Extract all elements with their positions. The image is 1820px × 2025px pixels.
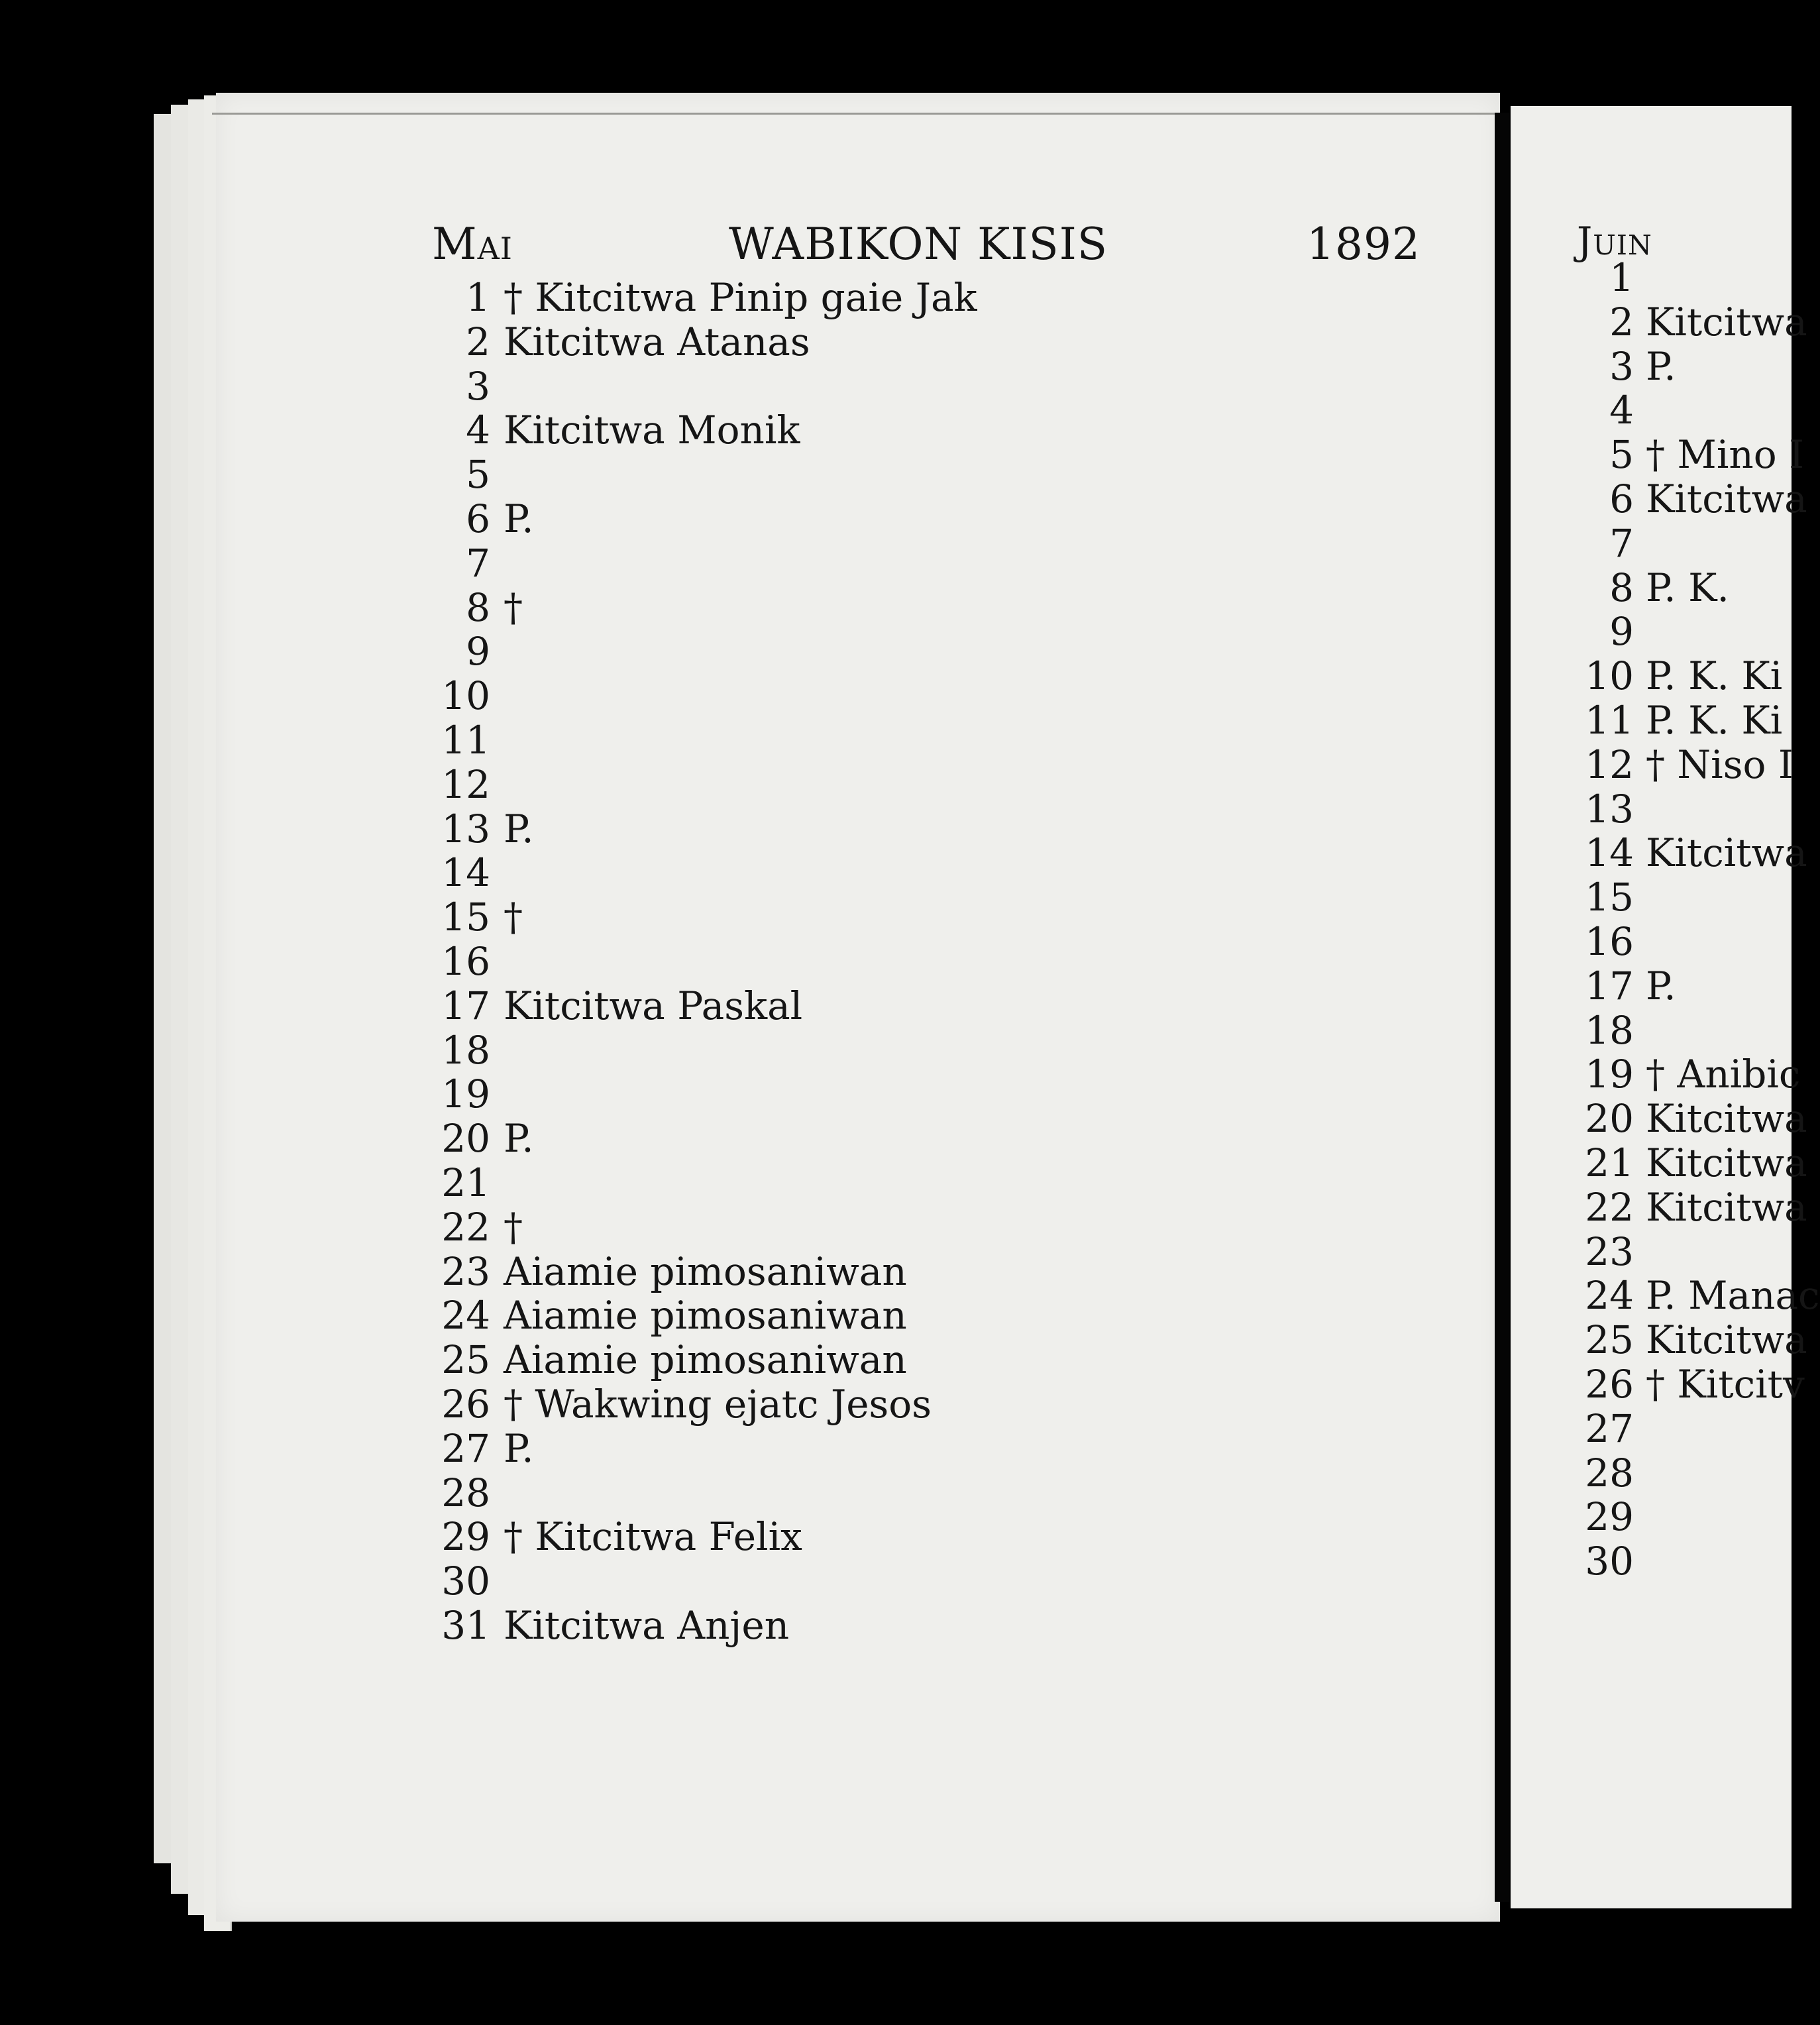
day-entry: † Kitcitwa Felix bbox=[504, 1514, 802, 1560]
calendar-row bbox=[424, 851, 1471, 895]
calendar-row bbox=[424, 718, 1471, 763]
calendar-row bbox=[424, 1161, 1471, 1205]
day-entry: † bbox=[504, 1204, 523, 1250]
day-entry: † Wakwing ejatc Jesos bbox=[504, 1381, 932, 1427]
calendar-list-left bbox=[424, 276, 1471, 1648]
day-number: 22 bbox=[441, 1204, 490, 1250]
day-number: 18 bbox=[441, 1027, 490, 1073]
calendar-row bbox=[424, 1604, 1471, 1648]
top-rule bbox=[212, 113, 1497, 115]
day-number: 7 bbox=[1609, 520, 1634, 566]
calendar-row bbox=[1570, 964, 1792, 1009]
day-entry: Kitcitwa Anjen bbox=[504, 1602, 790, 1648]
day-number: 25 bbox=[441, 1337, 490, 1383]
day-entry: † Kitcitwa Pinip gaie Jak bbox=[504, 275, 977, 320]
calendar-row bbox=[1570, 1451, 1792, 1496]
month-heading-right: Juin bbox=[1577, 219, 1652, 264]
day-number: 9 bbox=[466, 629, 490, 675]
day-number: 15 bbox=[1585, 875, 1634, 920]
day-number: 23 bbox=[1585, 1229, 1634, 1274]
day-number: 29 bbox=[441, 1514, 490, 1560]
day-entry: Aiamie pimosaniwan bbox=[504, 1248, 907, 1294]
calendar-row bbox=[424, 763, 1471, 807]
day-number: 10 bbox=[441, 673, 490, 719]
calendar-row bbox=[424, 1338, 1471, 1382]
day-number: 13 bbox=[441, 806, 490, 851]
day-entry: P. Manac bbox=[1646, 1273, 1820, 1319]
day-entry: P. K. Ki bbox=[1646, 697, 1783, 743]
calendar-row bbox=[1570, 521, 1792, 566]
day-entry: P. bbox=[504, 806, 534, 851]
calendar-row bbox=[424, 453, 1471, 497]
day-number: 11 bbox=[1585, 697, 1634, 743]
calendar-row bbox=[424, 629, 1471, 674]
calendar-row bbox=[1570, 1052, 1801, 1097]
calendar-row bbox=[1570, 432, 1804, 478]
day-number: 7 bbox=[466, 540, 490, 586]
day-number: 3 bbox=[1609, 343, 1634, 389]
calendar-row bbox=[1570, 1361, 1805, 1407]
calendar-row bbox=[1570, 830, 1807, 876]
day-number: 12 bbox=[441, 761, 490, 807]
calendar-list-right bbox=[1570, 255, 1820, 1584]
day-entry: † Niso I bbox=[1646, 741, 1793, 787]
day-number: 3 bbox=[466, 363, 490, 409]
day-number: 24 bbox=[1585, 1273, 1634, 1319]
day-number: 21 bbox=[1585, 1140, 1634, 1185]
calendar-row bbox=[1570, 654, 1792, 698]
calendar-row bbox=[424, 1072, 1471, 1117]
day-entry: Kitcitwa bbox=[1646, 299, 1807, 345]
day-number: 16 bbox=[441, 938, 490, 984]
calendar-row bbox=[424, 276, 1471, 320]
day-number: 15 bbox=[441, 895, 490, 940]
day-number: 4 bbox=[1609, 388, 1634, 433]
day-number: 16 bbox=[1585, 918, 1634, 964]
day-entry: Kitcitwa bbox=[1646, 1184, 1807, 1230]
day-number: 24 bbox=[441, 1293, 490, 1339]
day-number: 18 bbox=[1585, 1007, 1634, 1053]
calendar-row bbox=[1570, 1317, 1807, 1363]
day-number: 28 bbox=[441, 1470, 490, 1515]
calendar-row bbox=[1570, 1539, 1792, 1584]
day-entry: Kitcitwa bbox=[1646, 830, 1807, 876]
calendar-row bbox=[424, 541, 1471, 586]
day-number: 2 bbox=[1609, 299, 1634, 345]
day-entry: † bbox=[504, 895, 523, 940]
calendar-row bbox=[424, 1028, 1471, 1073]
calendar-row bbox=[424, 497, 1471, 541]
day-entry: P. K. bbox=[1646, 565, 1729, 610]
day-number: 10 bbox=[1585, 653, 1634, 699]
calendar-row bbox=[424, 408, 1471, 453]
day-number: 21 bbox=[441, 1160, 490, 1205]
calendar-row bbox=[424, 807, 1471, 851]
calendar-row bbox=[424, 1559, 1471, 1604]
calendar-row bbox=[424, 984, 1471, 1028]
day-number: 26 bbox=[1585, 1361, 1634, 1407]
day-number: 6 bbox=[466, 496, 490, 541]
page-title: WABIKON KISIS bbox=[729, 219, 1108, 270]
day-number: 25 bbox=[1585, 1317, 1634, 1363]
day-number: 11 bbox=[441, 717, 490, 763]
calendar-row bbox=[1570, 1096, 1807, 1142]
day-number: 20 bbox=[441, 1116, 490, 1162]
day-number: 17 bbox=[441, 983, 490, 1028]
day-entry: P. bbox=[1646, 343, 1676, 389]
calendar-row bbox=[1570, 787, 1792, 832]
calendar-row bbox=[1570, 345, 1792, 389]
month-heading-left: Mai bbox=[432, 219, 513, 270]
calendar-row bbox=[424, 674, 1471, 718]
book-gutter bbox=[1495, 113, 1509, 1902]
calendar-row bbox=[1570, 1407, 1792, 1451]
day-entry: Aiamie pimosaniwan bbox=[504, 1337, 907, 1383]
calendar-row bbox=[424, 1117, 1471, 1161]
calendar-row bbox=[1570, 1184, 1807, 1230]
calendar-row bbox=[424, 364, 1471, 409]
day-number: 12 bbox=[1585, 741, 1634, 787]
day-number: 30 bbox=[441, 1559, 490, 1604]
day-entry: Kitcitwa bbox=[1646, 1140, 1807, 1185]
calendar-row bbox=[1570, 1230, 1792, 1274]
calendar-row bbox=[1570, 299, 1807, 345]
day-number: 8 bbox=[1609, 565, 1634, 610]
day-entry: † Kitcitv bbox=[1646, 1361, 1805, 1407]
calendar-row bbox=[424, 940, 1471, 984]
day-number: 20 bbox=[1585, 1096, 1634, 1142]
calendar-row bbox=[1570, 1009, 1792, 1053]
calendar-row bbox=[424, 895, 1471, 940]
calendar-row bbox=[424, 1471, 1471, 1515]
day-entry: Kitcitwa bbox=[1646, 1096, 1807, 1142]
calendar-row bbox=[1570, 875, 1792, 920]
day-number: 4 bbox=[466, 408, 490, 453]
calendar-row bbox=[1570, 698, 1792, 743]
day-entry: P. bbox=[504, 1116, 534, 1162]
calendar-row bbox=[1570, 476, 1807, 521]
day-number: 14 bbox=[1585, 830, 1634, 876]
day-entry: Kitcitwa bbox=[1646, 1317, 1807, 1363]
day-number: 29 bbox=[1585, 1494, 1634, 1540]
calendar-row bbox=[424, 1427, 1471, 1471]
day-number: 1 bbox=[466, 275, 490, 320]
calendar-row bbox=[424, 1250, 1471, 1294]
day-entry: Kitcitwa bbox=[1646, 476, 1807, 521]
day-entry: P. bbox=[504, 496, 534, 541]
day-number: 1 bbox=[1609, 255, 1634, 300]
day-number: 9 bbox=[1609, 609, 1634, 655]
day-number: 13 bbox=[1585, 786, 1634, 832]
day-entry: P. bbox=[1646, 963, 1676, 1009]
day-number: 19 bbox=[1585, 1052, 1634, 1097]
day-number: 30 bbox=[1585, 1539, 1634, 1584]
calendar-row bbox=[424, 586, 1471, 630]
day-number: 8 bbox=[466, 584, 490, 630]
day-number: 27 bbox=[441, 1425, 490, 1471]
page-year: 1892 bbox=[1307, 219, 1420, 270]
calendar-row bbox=[1570, 920, 1792, 964]
calendar-row bbox=[1570, 610, 1792, 654]
calendar-row bbox=[424, 1515, 1471, 1559]
day-entry: Kitcitwa Atanas bbox=[504, 319, 810, 364]
day-number: 14 bbox=[441, 850, 490, 896]
day-number: 31 bbox=[441, 1602, 490, 1648]
calendar-row bbox=[1570, 743, 1792, 787]
calendar-row bbox=[1570, 388, 1792, 433]
day-entry: † bbox=[504, 584, 523, 630]
calendar-row bbox=[1570, 566, 1792, 610]
day-number: 27 bbox=[1585, 1405, 1634, 1451]
day-entry: † Mino I bbox=[1646, 432, 1804, 478]
day-number: 19 bbox=[441, 1071, 490, 1117]
day-entry: P. K. Ki bbox=[1646, 653, 1783, 699]
day-number: 2 bbox=[466, 319, 490, 364]
calendar-row bbox=[424, 1205, 1471, 1250]
calendar-row bbox=[1570, 256, 1792, 300]
day-entry: Kitcitwa Monik bbox=[504, 408, 800, 453]
calendar-row bbox=[424, 1382, 1471, 1427]
calendar-row bbox=[424, 320, 1471, 364]
day-number: 6 bbox=[1609, 476, 1634, 521]
calendar-row bbox=[1570, 1495, 1792, 1539]
day-number: 26 bbox=[441, 1381, 490, 1427]
day-number: 28 bbox=[1585, 1450, 1634, 1496]
day-number: 17 bbox=[1585, 963, 1634, 1009]
calendar-row bbox=[1570, 1273, 1820, 1319]
day-number: 5 bbox=[466, 452, 490, 498]
day-entry: P. bbox=[504, 1425, 534, 1471]
day-entry: Aiamie pimosaniwan bbox=[504, 1293, 907, 1339]
calendar-row bbox=[424, 1293, 1471, 1338]
day-number: 23 bbox=[441, 1248, 490, 1294]
day-entry: † Anibic bbox=[1646, 1052, 1801, 1097]
calendar-row bbox=[1570, 1140, 1807, 1185]
day-entry: Kitcitwa Paskal bbox=[504, 983, 803, 1028]
day-number: 5 bbox=[1609, 432, 1634, 478]
day-number: 22 bbox=[1585, 1184, 1634, 1230]
